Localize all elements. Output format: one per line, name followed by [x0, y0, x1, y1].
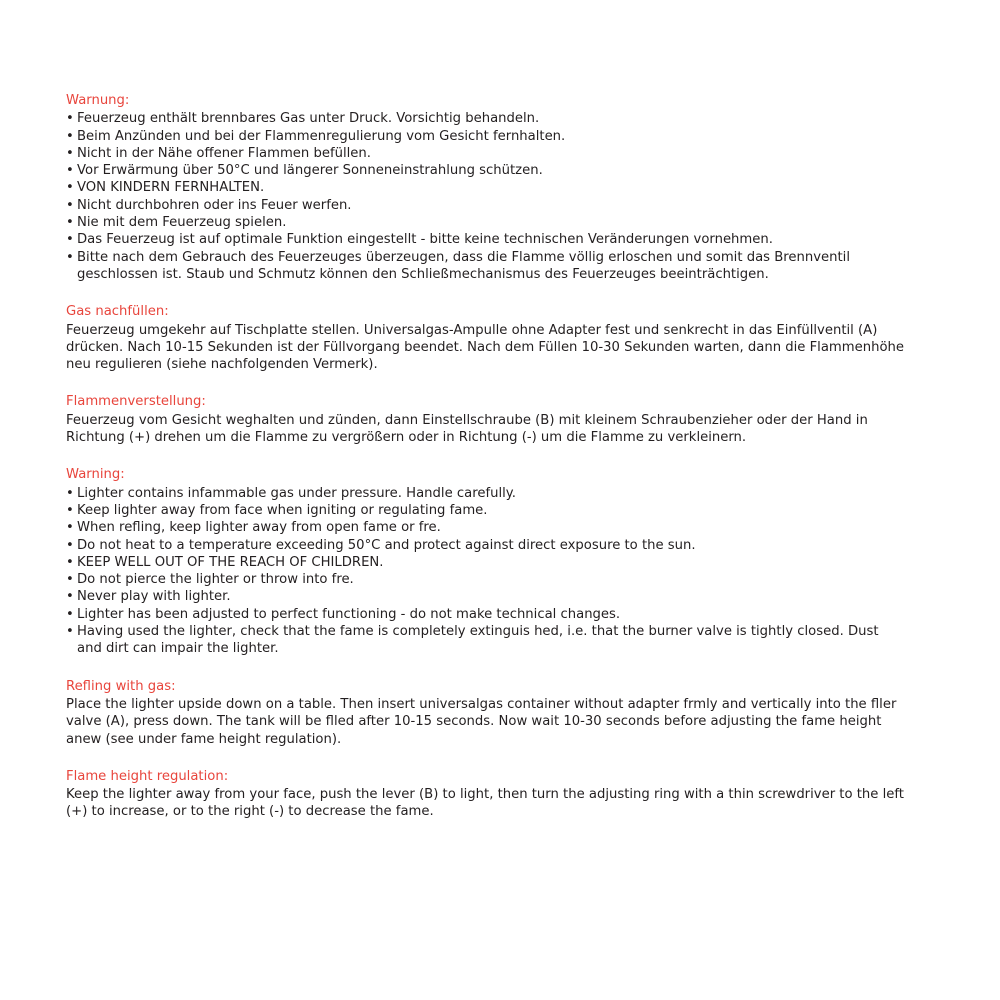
warning-list-de: [66, 110, 904, 283]
section-gas-nachfuellen: [66, 303, 904, 373]
list-item: • Bitte nach dem Gebrauch des Feuerzeuges überzeugen, dass die Flamme völlig erloschen und somit das Brennventil geschlossen ist. Staub und Schmutz können den Schließmechanismus des Feuerzeuges beeinträchtigen.: [66, 249, 904, 284]
list-item: • KEEP WELL OUT OF THE REACH OF CHILDREN.: [66, 554, 904, 571]
list-item: • Lighter contains infammable gas under pressure. Handle carefully.: [66, 485, 904, 502]
list-item: • Do not heat to a temperature exceeding 50°C and protect against direct exposure to the sun.: [66, 537, 904, 554]
section-refling-with-gas: [66, 678, 904, 748]
list-item: • Nicht in der Nähe offener Flammen befüllen.: [66, 145, 904, 162]
section-paragraph: Place the lighter upside down on a table. Then insert universalgas container without adapter frmly and vertically into the fller valve (A), press down. The tank will be flled after 10-15 seconds. Now wait 10-30 seconds before adjusting the fame height anew (see under fame height regulation).: [66, 696, 897, 747]
section-paragraph: Feuerzeug umgekehr auf Tischplatte stellen. Universalgas-Ampulle ohne Adapter fest und senkrecht in das Einfüllventil (A) drücken. Nach 10-15 Sekunden ist der Füllvorgang beendet. Nach dem Füllen 10-30 Sekunden warten, dann die Flammenhöhe neu regulieren (siehe nachfolgenden Vermerk).: [66, 322, 904, 373]
section-flame-height-regulation: [66, 768, 904, 821]
section-heading: Warning:: [66, 467, 125, 483]
list-item: • Vor Erwärmung über 50°C und längerer Sonneneinstrahlung schützen.: [66, 162, 904, 179]
section-paragraph: Keep the lighter away from your face, push the lever (B) to light, then turn the adjusting ring with a thin screwdriver to the left (+) to increase, or to the right (-) to decrease the fame.: [66, 787, 904, 820]
list-item: • Das Feuerzeug ist auf optimale Funktion eingestellt - bitte keine technischen Veränderungen vornehmen.: [66, 231, 904, 248]
section-warning: [66, 466, 904, 657]
list-item: • Nie mit dem Feuerzeug spielen.: [66, 214, 904, 231]
section-flammenverstellung: [66, 393, 904, 446]
section-heading: Gas nachfüllen:: [66, 304, 169, 320]
list-item: • VON KINDERN FERNHALTEN.: [66, 179, 904, 196]
section-heading: Flammenverstellung:: [66, 394, 206, 410]
list-item: • Beim Anzünden und bei der Flammenregulierung vom Gesicht fernhalten.: [66, 128, 904, 145]
list-item: • When refling, keep lighter away from open fame or fre.: [66, 519, 904, 536]
section-heading: Refling with gas:: [66, 678, 176, 694]
section-paragraph: Feuerzeug vom Gesicht weghalten und zünden, dann Einstellschraube (B) mit kleinem Schraubenzieher oder der Hand in Richtung (+) drehen um die Flamme zu vergrößern oder in Richtung (-) um die Flamme zu verkleinern.: [66, 412, 868, 446]
section-warnung: [66, 92, 904, 283]
document-content: [66, 92, 904, 821]
list-item: • Nicht durchbohren oder ins Feuer werfen.: [66, 197, 904, 214]
section-heading: Warnung:: [66, 93, 130, 108]
list-item: • Lighter has been adjusted to perfect functioning - do not make technical changes.: [66, 606, 904, 623]
section-heading: Flame height regulation:: [66, 768, 229, 784]
list-item: • Feuerzeug enthält brennbares Gas unter Druck. Vorsichtig behandeln.: [66, 110, 904, 127]
list-item: • Keep lighter away from face when igniting or regulating fame.: [66, 502, 904, 519]
warning-list-en: [66, 485, 904, 658]
list-item: • Do not pierce the lighter or throw into fre.: [66, 571, 904, 588]
list-item: • Never play with lighter.: [66, 588, 904, 605]
list-item: • Having used the lighter, check that the fame is completely extinguis hed, i.e. that the burner valve is tightly closed. Dust and dirt can impair the lighter.: [66, 623, 904, 658]
